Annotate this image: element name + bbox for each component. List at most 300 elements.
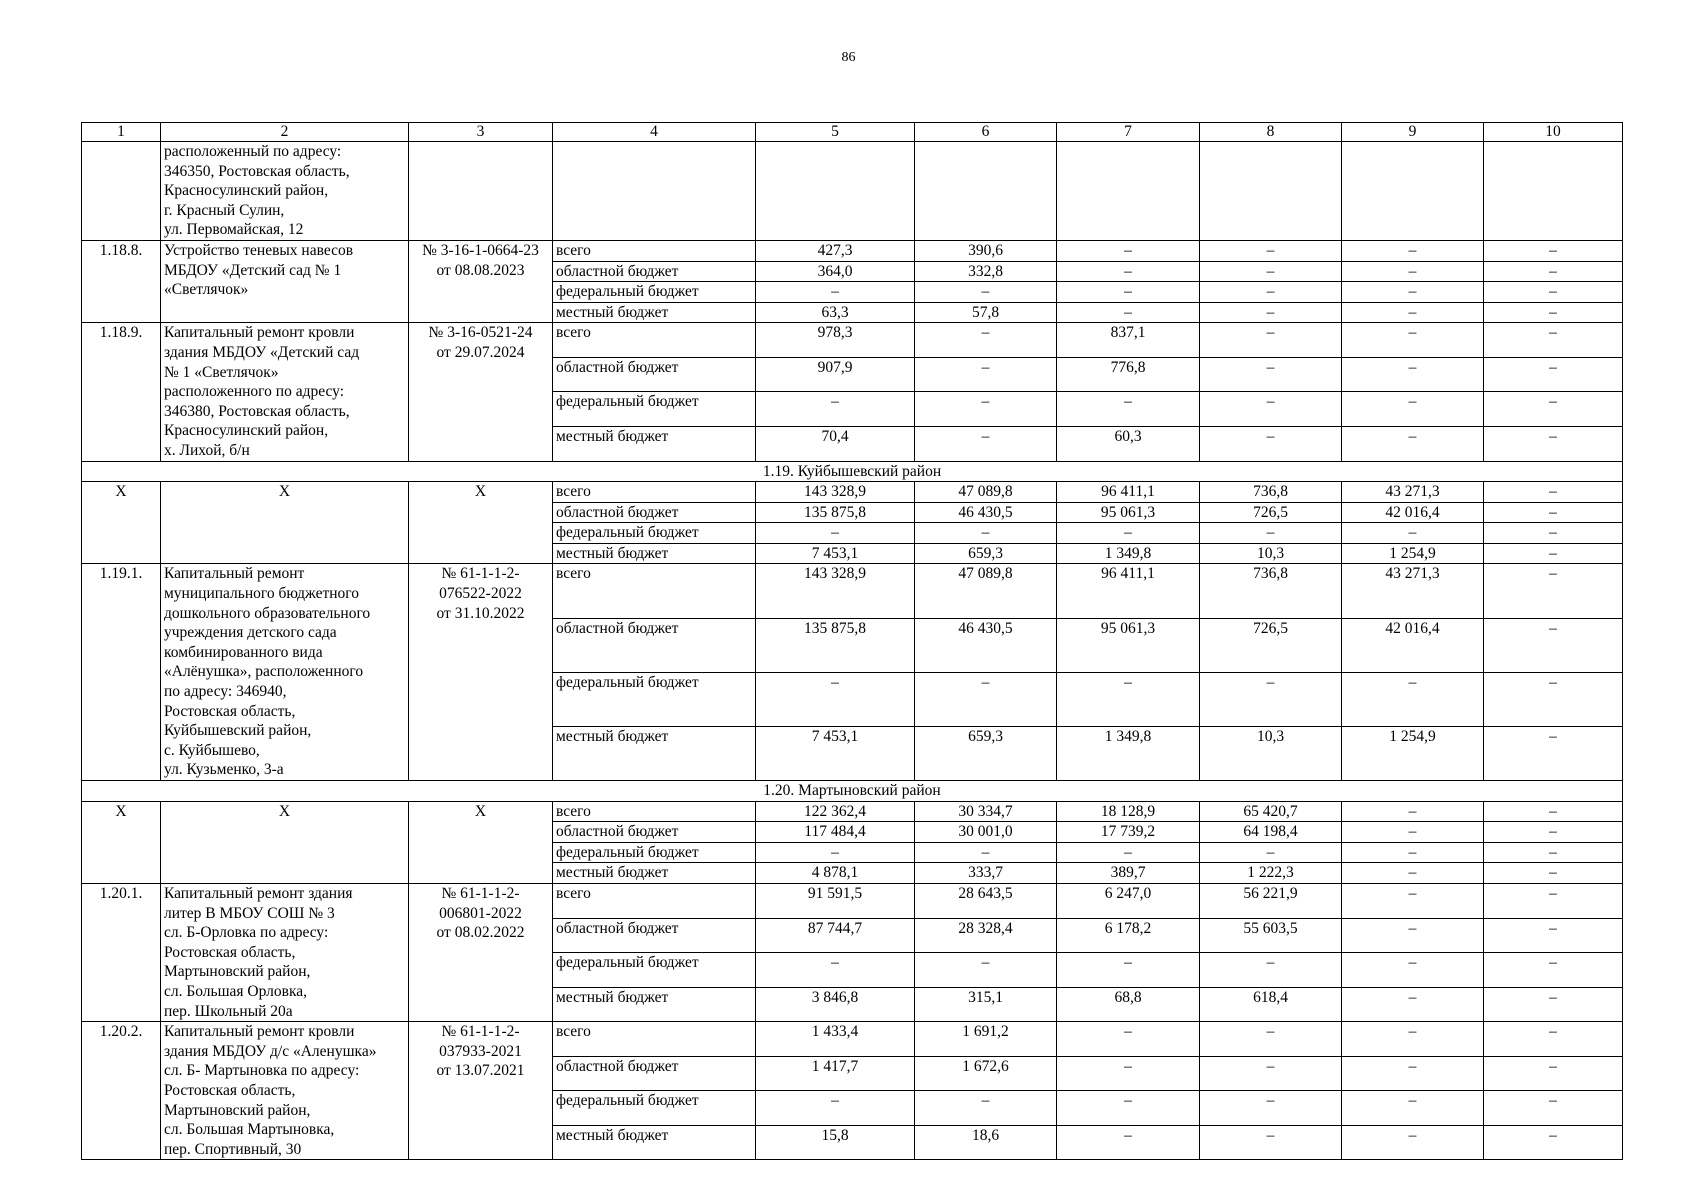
funding-source-label: федеральный бюджет	[553, 842, 756, 863]
item-description-line: Мартыновский район,	[164, 963, 311, 981]
amount-cell: –	[756, 842, 915, 863]
document-reference	[409, 801, 553, 883]
amount-cell: –	[1200, 426, 1342, 461]
continuation-description-line: 346350, Ростовская область,	[164, 162, 350, 180]
amount-cell: 18 128,9	[1057, 801, 1200, 822]
amount-cell: 1 691,2	[915, 1022, 1057, 1057]
document-reference-line: X	[474, 802, 487, 820]
amount-cell: 659,3	[915, 726, 1057, 780]
amount-cell: –	[1484, 987, 1623, 1022]
amount-cell: –	[1342, 1125, 1484, 1160]
document-reference-line: от 31.10.2022	[436, 604, 525, 622]
amount-cell: –	[1200, 842, 1342, 863]
amount-cell: –	[1200, 392, 1342, 427]
amount-cell: 47 089,8	[915, 564, 1057, 618]
item-description-line: сл. Большая Орловка,	[164, 982, 308, 1000]
item-description-line: х. Лихой, б/н	[164, 441, 250, 459]
amount-cell: –	[1484, 618, 1623, 672]
amount-cell: 46 430,5	[915, 618, 1057, 672]
amount-cell: –	[1484, 822, 1623, 843]
item-description	[161, 323, 409, 461]
amount-cell: –	[1484, 543, 1623, 564]
funding-source-label: местный бюджет	[553, 987, 756, 1022]
table-row	[82, 1022, 1623, 1057]
amount-cell: 42 016,4	[1342, 502, 1484, 523]
amount-cell: –	[1057, 1125, 1200, 1160]
amount-cell: –	[1484, 672, 1623, 726]
amount-cell: –	[1200, 261, 1342, 282]
amount-cell: –	[915, 953, 1057, 988]
amount-cell: –	[1484, 282, 1623, 303]
header-cell: 1	[82, 123, 161, 142]
table-row	[82, 883, 1623, 918]
amount-cell: –	[915, 672, 1057, 726]
item-number: X	[82, 801, 161, 883]
amount-cell: –	[915, 357, 1057, 392]
funding-source-label: всего	[553, 482, 756, 503]
amount-cell: –	[1484, 323, 1623, 358]
amount-cell: –	[1342, 1056, 1484, 1091]
amount-cell: 6 178,2	[1057, 918, 1200, 953]
amount-cell: –	[1200, 282, 1342, 303]
amount-cell: –	[1342, 282, 1484, 303]
amount-cell: 390,6	[915, 240, 1057, 261]
header-cell: 6	[915, 123, 1057, 142]
section-row	[82, 781, 1623, 802]
amount-cell: 135 875,8	[756, 502, 915, 523]
item-description-line: 346380, Ростовская область,	[164, 402, 350, 420]
amount-cell: –	[1484, 426, 1623, 461]
amount-cell: 1 254,9	[1342, 726, 1484, 780]
funding-source-label: федеральный бюджет	[553, 953, 756, 988]
amount-cell: 776,8	[1057, 357, 1200, 392]
header-cell: 5	[756, 123, 915, 142]
item-description-line: № 1 «Светлячок»	[164, 363, 279, 381]
amount-cell: –	[1200, 672, 1342, 726]
item-description-line: Капитальный ремонт	[164, 565, 305, 583]
funding-source-label: областной бюджет	[553, 357, 756, 392]
amount-cell: –	[1200, 323, 1342, 358]
amount-cell: –	[1484, 842, 1623, 863]
amount-cell: –	[915, 323, 1057, 358]
amount-cell: –	[1342, 323, 1484, 358]
table-row	[82, 482, 1623, 503]
amount-cell: 389,7	[1057, 863, 1200, 884]
item-description-line: Ростовская область,	[164, 1081, 296, 1099]
item-description-line: Мартыновский район,	[164, 1101, 311, 1119]
amount-cell: 122 362,4	[756, 801, 915, 822]
continuation-description-line: расположенный по адресу:	[164, 143, 342, 160]
section-row	[82, 461, 1623, 482]
amount-cell: 47 089,8	[915, 482, 1057, 503]
header-cell: 10	[1484, 123, 1623, 142]
amount-cell: 87 744,7	[756, 918, 915, 953]
amount-cell: –	[1342, 1022, 1484, 1057]
amount-cell: –	[1342, 883, 1484, 918]
amount-cell: 91 591,5	[756, 883, 915, 918]
amount-cell: 56 221,9	[1200, 883, 1342, 918]
document-reference	[409, 482, 553, 564]
item-description-line: учреждения детского сада	[164, 624, 337, 642]
item-description-line: дошкольного образовательного	[164, 604, 371, 622]
item-description-line: по адресу: 346940,	[164, 683, 287, 701]
document-reference	[409, 1022, 553, 1160]
continuation-description-line: г. Красный Сулин,	[164, 201, 285, 219]
amount-cell: 43 271,3	[1342, 564, 1484, 618]
amount-cell: –	[1484, 1091, 1623, 1126]
item-description-line: литер В МБОУ СОШ № 3	[164, 904, 335, 922]
amount-cell: 1 222,3	[1200, 863, 1342, 884]
document-reference-line: 006801-2022	[439, 904, 522, 922]
amount-cell: –	[1057, 672, 1200, 726]
document-reference-line: от 29.07.2024	[436, 343, 525, 361]
amount-cell: –	[1200, 1022, 1342, 1057]
document-reference-line: № 61-1-1-2-	[441, 1023, 520, 1041]
amount-cell: 68,8	[1057, 987, 1200, 1022]
header-row	[82, 123, 1623, 142]
amount-cell: 332,8	[915, 261, 1057, 282]
amount-cell: 659,3	[915, 543, 1057, 564]
amount-cell: –	[1484, 357, 1623, 392]
amount-cell: 736,8	[1200, 564, 1342, 618]
amount-cell: 1 433,4	[756, 1022, 915, 1057]
amount-cell: –	[756, 953, 915, 988]
table-row	[82, 801, 1623, 822]
amount-cell: 10,3	[1200, 543, 1342, 564]
amount-cell: –	[1200, 302, 1342, 323]
amount-cell: 3 846,8	[756, 987, 915, 1022]
amount-cell: –	[1057, 261, 1200, 282]
funding-source-label: федеральный бюджет	[553, 523, 756, 544]
amount-cell: –	[1342, 426, 1484, 461]
item-description-line: «Светлячок»	[164, 281, 249, 299]
document-reference-line: № 3-16-0521-24	[428, 324, 533, 342]
item-description-line: X	[278, 802, 291, 820]
amount-cell: 46 430,5	[915, 502, 1057, 523]
item-description-line: «Алёнушка», расположенного	[164, 663, 364, 681]
funding-source-label: всего	[553, 883, 756, 918]
item-number: 1.20.2.	[82, 1022, 161, 1160]
item-description-line: сл. Б- Мартыновка по адресу:	[164, 1062, 360, 1080]
funding-source-label: местный бюджет	[553, 1125, 756, 1160]
continuation-description-line: Красносулинский район,	[164, 182, 329, 200]
amount-cell: –	[1057, 302, 1200, 323]
funding-source-label: областной бюджет	[553, 918, 756, 953]
amount-cell: –	[1484, 801, 1623, 822]
item-description-line: комбинированного вида	[164, 643, 323, 661]
amount-cell: –	[1342, 261, 1484, 282]
amount-cell: –	[1342, 842, 1484, 863]
amount-cell: –	[1484, 482, 1623, 503]
amount-cell: 726,5	[1200, 618, 1342, 672]
amount-cell: –	[1200, 1056, 1342, 1091]
amount-cell: –	[1484, 726, 1623, 780]
item-description-line: сл. Большая Мартыновка,	[164, 1121, 335, 1139]
item-description-line: с. Куйбышево,	[164, 741, 260, 759]
funding-source-label: областной бюджет	[553, 261, 756, 282]
amount-cell: –	[1057, 523, 1200, 544]
amount-cell: –	[1342, 357, 1484, 392]
amount-cell: 28 328,4	[915, 918, 1057, 953]
amount-cell: 618,4	[1200, 987, 1342, 1022]
document-reference-line: от 13.07.2021	[436, 1062, 525, 1080]
amount-cell: –	[1200, 240, 1342, 261]
item-description	[161, 801, 409, 883]
document-reference-line: от 08.08.2023	[436, 261, 525, 279]
item-number: 1.18.9.	[82, 323, 161, 461]
document-reference-line: 037933-2021	[439, 1042, 522, 1060]
amount-cell: –	[1342, 672, 1484, 726]
funding-source-label: областной бюджет	[553, 618, 756, 672]
document-reference-line: № 61-1-1-2-	[441, 565, 520, 583]
amount-cell: –	[1484, 523, 1623, 544]
header-cell: 4	[553, 123, 756, 142]
amount-cell: 63,3	[756, 302, 915, 323]
item-description-line: пер. Школьный 20а	[164, 1002, 293, 1020]
amount-cell: –	[1484, 1022, 1623, 1057]
funding-source-label: федеральный бюджет	[553, 1091, 756, 1126]
item-description-line: сл. Б-Орловка по адресу:	[164, 924, 329, 942]
document-reference	[409, 564, 553, 781]
amount-cell: –	[915, 392, 1057, 427]
amount-cell: –	[1057, 282, 1200, 303]
item-number: 1.20.1.	[82, 883, 161, 1021]
document-reference-line: X	[474, 483, 487, 501]
amount-cell: –	[1342, 523, 1484, 544]
funding-source-label: федеральный бюджет	[553, 282, 756, 303]
page-number: 86	[841, 50, 856, 65]
funding-source-label: всего	[553, 564, 756, 618]
funding-source-label: всего	[553, 323, 756, 358]
amount-cell: –	[1057, 953, 1200, 988]
amount-cell: –	[1200, 1125, 1342, 1160]
item-description-line: Капитальный ремонт кровли	[164, 324, 355, 342]
amount-cell: 30 001,0	[915, 822, 1057, 843]
amount-cell: 135 875,8	[756, 618, 915, 672]
funding-source-label: всего	[553, 240, 756, 261]
item-description-line: здания МБДОУ «Детский сад	[164, 343, 360, 361]
amount-cell: –	[915, 1091, 1057, 1126]
item-description	[161, 1022, 409, 1160]
amount-cell: 43 271,3	[1342, 482, 1484, 503]
amount-cell: –	[915, 523, 1057, 544]
section-title: 1.20. Мартыновский район	[82, 781, 1623, 802]
funding-source-label: местный бюджет	[553, 426, 756, 461]
amount-cell: –	[1342, 863, 1484, 884]
item-description	[161, 482, 409, 564]
amount-cell: 95 061,3	[1057, 618, 1200, 672]
amount-cell: 1 254,9	[1342, 543, 1484, 564]
document-reference	[409, 240, 553, 322]
amount-cell: 15,8	[756, 1125, 915, 1160]
amount-cell: –	[1342, 302, 1484, 323]
amount-cell: –	[1342, 987, 1484, 1022]
item-description-line: расположенного по адресу:	[164, 383, 344, 401]
amount-cell: –	[1342, 953, 1484, 988]
document-reference-line: 076522-2022	[439, 585, 522, 603]
item-description	[161, 240, 409, 322]
amount-cell: 143 328,9	[756, 482, 915, 503]
item-description-line: Устройство теневых навесов	[164, 241, 354, 259]
amount-cell: 7 453,1	[756, 726, 915, 780]
amount-cell: 1 349,8	[1057, 726, 1200, 780]
amount-cell: –	[1484, 1056, 1623, 1091]
amount-cell: 64 198,4	[1200, 822, 1342, 843]
amount-cell: –	[1484, 953, 1623, 988]
budget-table	[81, 122, 1623, 1160]
continuation-row	[82, 142, 1623, 241]
amount-cell: 117 484,4	[756, 822, 915, 843]
amount-cell: –	[1200, 1091, 1342, 1126]
amount-cell: 96 411,1	[1057, 482, 1200, 503]
item-description	[161, 883, 409, 1021]
header-cell: 2	[161, 123, 409, 142]
amount-cell: 837,1	[1057, 323, 1200, 358]
amount-cell: 143 328,9	[756, 564, 915, 618]
item-description-line: пер. Спортивный, 30	[164, 1140, 302, 1158]
item-description-line: Капитальный ремонт кровли	[164, 1023, 355, 1041]
funding-source-label: всего	[553, 801, 756, 822]
amount-cell: –	[756, 392, 915, 427]
amount-cell: –	[1342, 918, 1484, 953]
amount-cell: –	[1484, 883, 1623, 918]
amount-cell: –	[1484, 918, 1623, 953]
funding-source-label: федеральный бюджет	[553, 672, 756, 726]
table-row	[82, 323, 1623, 358]
amount-cell: –	[1200, 357, 1342, 392]
item-description-line: здания МБДОУ д/с «Аленушка»	[164, 1042, 377, 1060]
amount-cell: 57,8	[915, 302, 1057, 323]
amount-cell: –	[756, 1091, 915, 1126]
funding-source-label: областной бюджет	[553, 502, 756, 523]
amount-cell: –	[1057, 1022, 1200, 1057]
amount-cell: –	[1342, 240, 1484, 261]
continuation-description	[161, 142, 409, 241]
item-number: 1.19.1.	[82, 564, 161, 781]
funding-source-label: областной бюджет	[553, 822, 756, 843]
table-row	[82, 564, 1623, 618]
item-description-line: МБДОУ «Детский сад № 1	[164, 261, 342, 279]
funding-source-label: местный бюджет	[553, 863, 756, 884]
item-description-line: X	[278, 483, 291, 501]
amount-cell: –	[915, 282, 1057, 303]
funding-source-label: местный бюджет	[553, 302, 756, 323]
amount-cell: 42 016,4	[1342, 618, 1484, 672]
amount-cell: 907,9	[756, 357, 915, 392]
amount-cell: 95 061,3	[1057, 502, 1200, 523]
amount-cell: –	[1484, 392, 1623, 427]
amount-cell: 4 878,1	[756, 863, 915, 884]
amount-cell: –	[1057, 1056, 1200, 1091]
item-description-line: ул. Кузьменко, 3-а	[164, 761, 284, 779]
item-description	[161, 564, 409, 781]
amount-cell: 1 417,7	[756, 1056, 915, 1091]
amount-cell: –	[1200, 523, 1342, 544]
amount-cell: 6 247,0	[1057, 883, 1200, 918]
amount-cell: –	[756, 672, 915, 726]
amount-cell: –	[756, 523, 915, 544]
amount-cell: –	[1484, 502, 1623, 523]
amount-cell: 736,8	[1200, 482, 1342, 503]
amount-cell: 978,3	[756, 323, 915, 358]
document-reference	[409, 883, 553, 1021]
amount-cell: –	[756, 282, 915, 303]
item-description-line: Куйбышевский район,	[164, 722, 312, 740]
item-description-line: Капитальный ремонт здания	[164, 884, 353, 902]
amount-cell: 60,3	[1057, 426, 1200, 461]
amount-cell: –	[1342, 822, 1484, 843]
table-row	[82, 240, 1623, 261]
amount-cell: 364,0	[756, 261, 915, 282]
funding-source-label: местный бюджет	[553, 543, 756, 564]
funding-source-label: всего	[553, 1022, 756, 1057]
section-title: 1.19. Куйбышевский район	[82, 461, 1623, 482]
amount-cell: –	[915, 426, 1057, 461]
item-description-line: Ростовская область,	[164, 702, 296, 720]
amount-cell: –	[1057, 1091, 1200, 1126]
amount-cell: –	[1484, 261, 1623, 282]
item-number: X	[82, 482, 161, 564]
funding-source-label: федеральный бюджет	[553, 392, 756, 427]
table-body	[82, 142, 1623, 1160]
amount-cell: –	[1342, 392, 1484, 427]
amount-cell: 1 672,6	[915, 1056, 1057, 1091]
item-description-line: Красносулинский район,	[164, 422, 329, 440]
amount-cell: 726,5	[1200, 502, 1342, 523]
header-cell: 7	[1057, 123, 1200, 142]
amount-cell: –	[1484, 863, 1623, 884]
item-number: 1.18.8.	[82, 240, 161, 322]
amount-cell: –	[1484, 1125, 1623, 1160]
amount-cell: –	[1200, 953, 1342, 988]
amount-cell: 1 349,8	[1057, 543, 1200, 564]
amount-cell: 70,4	[756, 426, 915, 461]
item-description-line: муниципального бюджетного	[164, 585, 359, 603]
amount-cell: 427,3	[756, 240, 915, 261]
amount-cell: –	[1057, 240, 1200, 261]
amount-cell: 333,7	[915, 863, 1057, 884]
header-cell: 9	[1342, 123, 1484, 142]
document-reference-line: № 61-1-1-2-	[441, 884, 520, 902]
amount-cell: 55 603,5	[1200, 918, 1342, 953]
amount-cell: –	[915, 842, 1057, 863]
amount-cell: –	[1342, 801, 1484, 822]
amount-cell: –	[1057, 842, 1200, 863]
amount-cell: 30 334,7	[915, 801, 1057, 822]
amount-cell: –	[1484, 240, 1623, 261]
funding-source-label: местный бюджет	[553, 726, 756, 780]
amount-cell: –	[1342, 1091, 1484, 1126]
document-reference-line: № 3-16-1-0664-23	[422, 241, 539, 259]
header-cell: 3	[409, 123, 553, 142]
amount-cell: 28 643,5	[915, 883, 1057, 918]
amount-cell: –	[1484, 302, 1623, 323]
funding-source-label: областной бюджет	[553, 1056, 756, 1091]
amount-cell: 17 739,2	[1057, 822, 1200, 843]
document-reference	[409, 323, 553, 461]
amount-cell: 7 453,1	[756, 543, 915, 564]
amount-cell: 18,6	[915, 1125, 1057, 1160]
amount-cell: 65 420,7	[1200, 801, 1342, 822]
item-description-line: Ростовская область,	[164, 943, 296, 961]
continuation-description-line: ул. Первомайская, 12	[164, 221, 304, 239]
header-cell: 8	[1200, 123, 1342, 142]
amount-cell: –	[1484, 564, 1623, 618]
amount-cell: 10,3	[1200, 726, 1342, 780]
amount-cell: 315,1	[915, 987, 1057, 1022]
amount-cell: –	[1057, 392, 1200, 427]
amount-cell: 96 411,1	[1057, 564, 1200, 618]
